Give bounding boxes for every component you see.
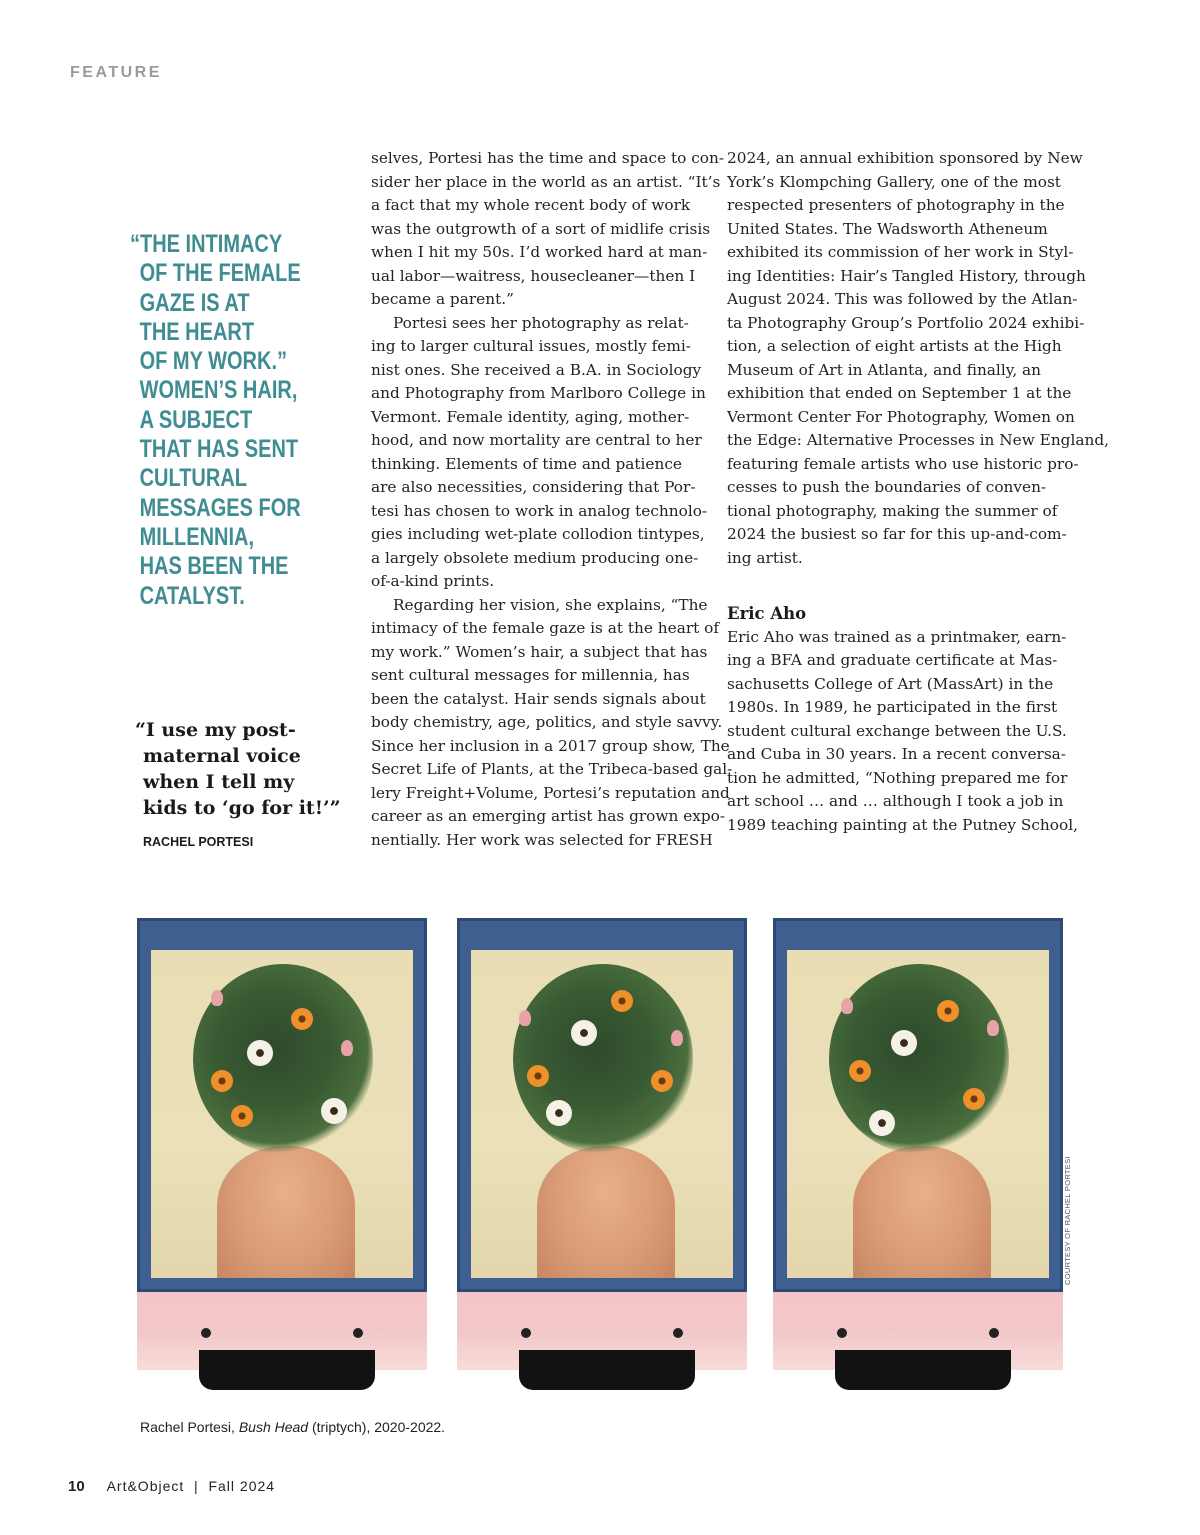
flower-headdress	[513, 964, 693, 1154]
tab-hole	[201, 1328, 211, 1338]
flower	[611, 990, 633, 1012]
flower	[341, 1040, 353, 1056]
triptych-panel-1	[137, 918, 427, 1378]
side-quote-attribution: RACHEL PORTESI	[143, 835, 254, 849]
body-line: Museum of Art in Atlanta, and finally, an	[727, 360, 1042, 379]
side-quote-line: kids to ‘go for it!’”	[143, 797, 341, 819]
body-line: ta Photography Group’s Portfolio 2024 exhibi-	[727, 313, 1085, 332]
flower	[937, 1000, 959, 1022]
body-line: tesi has chosen to work in analog technolo-	[371, 501, 708, 520]
pull-quote-line: “THE INTIMACY	[130, 230, 283, 258]
body-line: sider her place in the world as an artist. “It’s	[371, 172, 721, 191]
body-line: and Cuba in 30 years. In a recent conversa-	[727, 745, 1066, 763]
body-line: hood, and now mortality are central to her	[371, 431, 702, 449]
subhead-eric-aho: Eric Aho	[727, 604, 807, 623]
body-line: body chemistry, age, politics, and style savvy.	[371, 713, 723, 731]
side-quote-line: “I use my post-	[135, 719, 296, 741]
body-line: cesses to push the boundaries of conven-	[727, 478, 1047, 496]
body-line: a fact that my whole recent body of work	[371, 196, 691, 214]
pull-quote-line: CATALYST.	[139, 581, 245, 610]
body-line: Portesi sees her photography as relat-	[393, 313, 689, 332]
folio	[68, 1478, 275, 1495]
body-line: student cultural exchange between the U.S.	[727, 721, 1067, 740]
side-quote	[135, 717, 355, 821]
body-line: when I hit my 50s. I’d worked hard at man-	[371, 243, 708, 261]
flower	[849, 1060, 871, 1082]
body-line: sent cultural messages for millennia, has	[371, 666, 690, 684]
flower	[571, 1020, 597, 1046]
flower	[211, 1070, 233, 1092]
side-quote-line: when I tell my	[143, 771, 295, 793]
tab-hole	[673, 1328, 683, 1338]
caption-title: Bush Head	[238, 1419, 309, 1435]
body-line: ing a BFA and graduate certificate at Mas-	[727, 651, 1058, 669]
body-line: tion he admitted, “Nothing prepared me for	[727, 768, 1068, 787]
body-line: the Edge: Alternative Processes in New England,	[727, 431, 1109, 449]
body-line: featuring female artists who use historic pro-	[727, 454, 1079, 473]
body-line: nentially. Her work was selected for FRESH	[371, 830, 713, 849]
flower	[651, 1070, 673, 1092]
body-line: ing artist.	[727, 548, 803, 567]
pull-quote-line: MESSAGES FOR	[139, 493, 301, 522]
body-line: thinking. Elements of time and patience	[371, 454, 682, 473]
page-number: 10	[68, 1478, 85, 1495]
publication-info: Art&Object | Fall 2024	[106, 1478, 276, 1494]
pull-quote-line: CULTURAL	[139, 464, 247, 493]
flower	[519, 1010, 531, 1026]
body-line: and Photography from Marlboro College in	[371, 384, 706, 402]
pull-quote-line: WOMEN’S HAIR,	[139, 376, 298, 405]
figure-back	[217, 1146, 355, 1278]
flower	[211, 990, 223, 1006]
flower	[987, 1020, 999, 1036]
flower-headdress	[829, 964, 1009, 1154]
flower	[841, 998, 853, 1014]
body-line: Secret Life of Plants, at the Tribeca-based gal-	[371, 760, 733, 778]
body-line: was the outgrowth of a sort of midlife crisis	[371, 219, 711, 238]
body-line: 1989 teaching painting at the Putney School,	[727, 815, 1078, 834]
body-line: ual labor—waitress, housecleaner—then I	[371, 266, 696, 285]
pull-quote-line: A SUBJECT	[139, 405, 253, 434]
body-line: 1980s. In 1989, he participated in the first	[727, 698, 1058, 716]
flower	[321, 1098, 347, 1124]
pull-quote-line: THE HEART	[139, 317, 255, 346]
body-line: tion, a selection of eight artists at the High	[727, 337, 1062, 355]
pull-quote	[130, 230, 301, 611]
figure-caption	[140, 1419, 445, 1435]
body-column-1	[371, 147, 733, 852]
body-line: exhibition that ended on September 1 at the	[727, 384, 1072, 402]
film-clip	[835, 1350, 1011, 1390]
flower	[231, 1105, 253, 1127]
tab-hole	[353, 1328, 363, 1338]
triptych-panel-2	[457, 918, 747, 1378]
tab-hole	[837, 1328, 847, 1338]
body-line: career as an emerging artist has grown expo-	[371, 807, 726, 825]
film-clip	[519, 1350, 695, 1390]
body-line: Vermont. Female identity, aging, mother-	[371, 407, 690, 426]
body-line: Vermont Center For Photography, Women on	[727, 407, 1075, 426]
body-line: became a parent.”	[371, 290, 514, 308]
body-line: Since her inclusion in a 2017 group show, The	[371, 736, 730, 755]
body-line: my work.” Women’s hair, a subject that has	[371, 642, 708, 661]
paragraph-gap	[727, 570, 1067, 594]
photo-image	[151, 950, 413, 1278]
body-line: lery Freight+Volume, Portesi’s reputation and	[371, 783, 730, 802]
body-line: United States. The Wadsworth Atheneum	[727, 219, 1048, 238]
pull-quote-line: MILLENNIA,	[139, 522, 255, 551]
body-line: of-a-kind prints.	[371, 572, 495, 590]
body-line: been the catalyst. Hair sends signals about	[371, 689, 706, 708]
body-line: a largely obsolete medium producing one-	[371, 548, 699, 567]
body-line: Eric Aho was trained as a printmaker, earn-	[727, 627, 1067, 646]
body-line: York’s Klompching Gallery, one of the most	[727, 172, 1061, 191]
triptych-panel-3	[773, 918, 1063, 1378]
body-line: exhibited its commission of her work in Styl-	[727, 243, 1074, 261]
film-clip	[199, 1350, 375, 1390]
pull-quote-line: OF MY WORK.”	[139, 347, 288, 376]
flower	[546, 1100, 572, 1126]
figure-back	[853, 1146, 991, 1278]
photo-image	[471, 950, 733, 1278]
flower	[869, 1110, 895, 1136]
body-line: August 2024. This was followed by the Atlan-	[727, 290, 1078, 308]
flower	[527, 1065, 549, 1087]
pull-quote-line: OF THE FEMALE	[139, 259, 301, 288]
body-line: nist ones. She received a B.A. in Sociology	[371, 360, 702, 379]
flower	[891, 1030, 917, 1056]
tab-hole	[989, 1328, 999, 1338]
photo-credit: COURTESY OF RACHEL PORTESI	[1063, 1156, 1072, 1285]
flower	[671, 1030, 683, 1046]
body-line: gies including wet-plate collodion tintypes,	[371, 525, 705, 543]
body-line: tional photography, making the summer of	[727, 501, 1058, 520]
pull-quote-line: GAZE IS AT	[139, 288, 250, 317]
body-line: ing Identities: Hair’s Tangled History, through	[727, 266, 1086, 285]
caption-details: (triptych), 2020-2022.	[308, 1419, 446, 1435]
body-line: 2024, an annual exhibition sponsored by New	[727, 149, 1083, 167]
body-line: Regarding her vision, she explains, “The	[393, 595, 708, 614]
body-line: are also necessities, considering that Por-	[371, 478, 696, 496]
body-line: selves, Portesi has the time and space to con-	[371, 149, 725, 167]
flower	[963, 1088, 985, 1110]
tab-hole	[521, 1328, 531, 1338]
side-quote-line: maternal voice	[143, 745, 301, 767]
body-line: respected presenters of photography in the	[727, 196, 1065, 214]
body-line: art school … and … although I took a job in	[727, 792, 1064, 810]
body-line: intimacy of the female gaze is at the heart of	[371, 619, 720, 637]
photo-image	[787, 950, 1049, 1278]
flower	[247, 1040, 273, 1066]
body-line: ing to larger cultural issues, mostly femi-	[371, 337, 691, 355]
body-line: 2024 the busiest so far for this up-and-com-	[727, 525, 1067, 543]
flower	[291, 1008, 313, 1030]
pull-quote-line: THAT HAS SENT	[139, 435, 299, 464]
section-label: FEATURE	[70, 64, 162, 81]
body-column-2	[727, 147, 1109, 837]
caption-artist: Rachel Portesi,	[140, 1419, 239, 1435]
figure-back	[537, 1146, 675, 1278]
body-line: sachusetts College of Art (MassArt) in the	[727, 674, 1054, 693]
paragraph-gap	[727, 594, 1067, 602]
pull-quote-line: HAS BEEN THE	[139, 552, 289, 581]
